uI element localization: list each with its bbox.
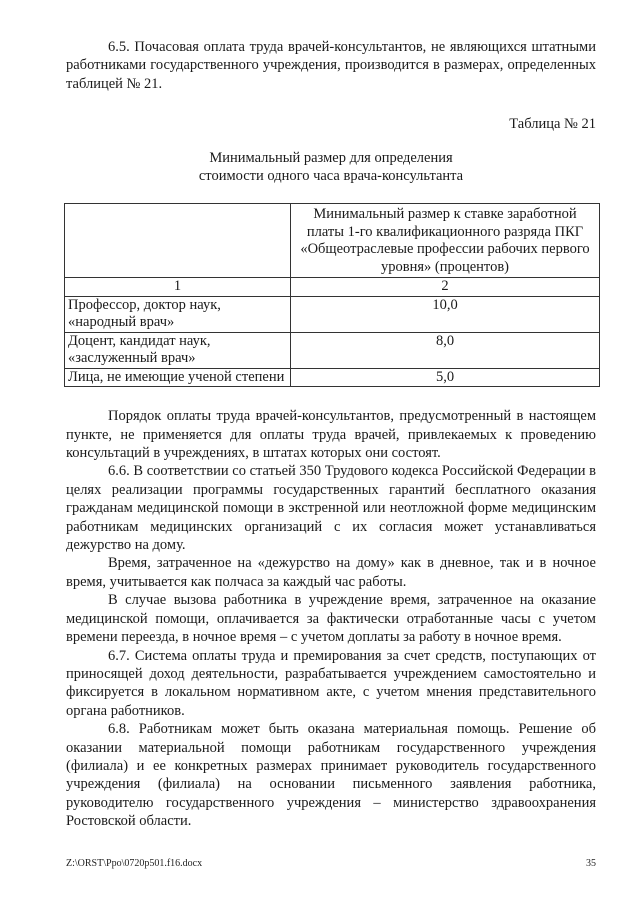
table-header-cell-2: Минимальный размер к ставке заработной платы 1-го квалификационного разряда ПКГ «Общеотраслевые профессии рабочих первого уровня» (процентов)	[291, 204, 600, 278]
table-number-row	[65, 278, 600, 297]
page-footer	[66, 858, 596, 869]
paragraph-6-6: 6.6. В соответствии со статьей 350 Трудового кодекса Российской Федерации в целях реализации программы государственных гарантий бесплатного оказания гражданам медицинской помощи в экстренной или неотложной форме медицинским работникам медицинских организаций с их согласия может устанавливаться дежурство на дому.	[66, 463, 596, 554]
paragraph-6-5: 6.5. Почасовая оплата труда врачей-консультантов, не являющихся штатными работниками государственного учреждения, производится в размерах, определенных таблицей № 21.	[66, 39, 596, 92]
table-row	[65, 296, 600, 332]
table-header-row	[65, 204, 600, 278]
table-cell-category: Лица, не имеющие ученой степени	[65, 368, 291, 387]
paragraph: В случае вызова работника в учреждение время, затраченное на оказание медицинской помощи, оплачивается за фактически отработанные часы с учетом времени переезда, в ночное время – с учетом доплаты за работу в ночное время.	[66, 592, 596, 646]
table-row	[65, 368, 600, 387]
table-number-cell-1: 1	[65, 278, 291, 297]
table-number-cell-2: 2	[291, 278, 600, 297]
table-21	[64, 203, 600, 387]
table-row	[65, 332, 600, 368]
table-cell-value: 5,0	[291, 368, 600, 387]
table-title-line-1: Минимальный размер для определения	[209, 150, 453, 167]
paragraph-6-7: 6.7. Система оплаты труда и премирования за счет средств, поступающих от приносящей доход деятельности, разрабатывается учреждением самостоятельно и фиксируется в локальном нормативном акте, с учетом мнения представительного органа работников.	[66, 647, 596, 719]
table-cell-value: 8,0	[291, 332, 600, 368]
paragraph: Время, затраченное на «дежурство на дому» как в дневное, так и в ночное время, учитывается как полчаса за каждый час работы.	[66, 555, 596, 590]
page-number: 35	[586, 858, 596, 869]
paragraph-6-8: 6.8. Работникам может быть оказана материальная помощь. Решение об оказании материальной помощи работникам государственного учреждения (филиала) и ее конкретных размерах принимает руководитель государственного учреждения (филиала) на основании письменного заявления работника, руководителю государственного учреждения – министерство здравоохранения Ростовской области.	[66, 721, 596, 830]
paragraph: Порядок оплаты труда врачей-консультантов, предусмотренный в настоящем пункте, не применяется для оплаты труда врачей, привлекаемых к проведению консультаций в учреждениях, в штатах которых они состоят.	[66, 408, 596, 462]
table-cell-category: Профессор, доктор наук, «народный врач»	[65, 296, 291, 332]
table-title	[66, 149, 596, 185]
table-header-cell-1	[65, 204, 291, 278]
document-page	[66, 38, 596, 831]
table-title-line-2: стоимости одного часа врача-консультанта	[198, 168, 464, 185]
body-text	[66, 407, 596, 830]
footer-file-path: Z:\ORST\Ppo\0720p501.f16.docx	[66, 858, 203, 869]
table-label: Таблица № 21	[509, 116, 596, 133]
table-cell-value: 10,0	[291, 296, 600, 332]
table-cell-category: Доцент, кандидат наук, «заслуженный врач»	[65, 332, 291, 368]
